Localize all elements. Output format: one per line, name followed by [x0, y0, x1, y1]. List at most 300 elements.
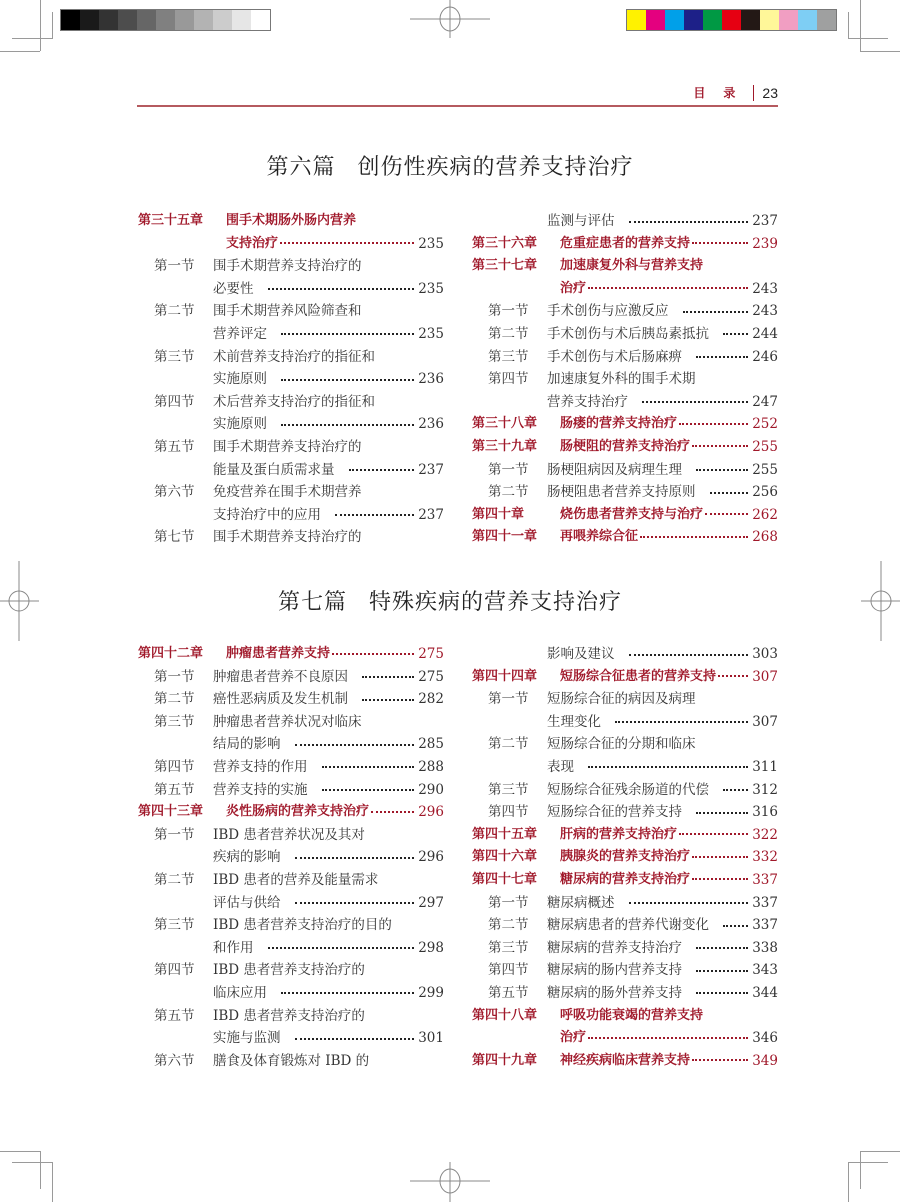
dot-leader [692, 869, 748, 892]
toc-section-entry[interactable] [472, 391, 778, 414]
part-number: 第七篇 [277, 590, 347, 615]
color-swatch [741, 10, 760, 30]
dot-leader [696, 801, 748, 824]
entry-title: 肠梗阻患者营养支持原则 [547, 484, 696, 501]
toc-section-entry[interactable] [138, 459, 444, 482]
entry-label: 第三十七章 [472, 258, 538, 274]
entry-page-number: 312 [752, 781, 778, 798]
entry-title: 能量及蛋白质需求量 [213, 461, 335, 478]
crop-mark [860, 0, 861, 51]
entry-title: 治疗 [560, 1030, 587, 1046]
dot-leader [679, 413, 748, 436]
entry-label: 第四十八章 [472, 1007, 538, 1023]
toc-chapter-entry[interactable] [472, 436, 778, 459]
toc-section-entry[interactable] [138, 413, 444, 436]
dot-leader [281, 323, 414, 346]
entry-title: 术后营养支持治疗的指征和 [213, 393, 375, 410]
entry-title: 糖尿病的肠内营养支持 [547, 962, 682, 979]
entry-label: 第二节 [488, 484, 529, 501]
color-swatch [213, 10, 232, 30]
page-number: 23 [762, 84, 778, 101]
entry-page-number: 235 [418, 280, 444, 297]
entry-label: 第七节 [154, 529, 195, 546]
entry-label: 第四节 [154, 393, 195, 410]
entry-title: 围手术期营养支持治疗的 [213, 258, 362, 275]
entry-title: 支持治疗中的应用 [213, 506, 321, 523]
entry-title: 营养支持的作用 [213, 758, 308, 775]
color-swatch [232, 10, 251, 30]
entry-title: 加速康复外科与营养支持 [560, 258, 704, 274]
dot-leader [295, 733, 414, 756]
color-swatch [760, 10, 779, 30]
entry-title: IBD 患者的营养及能量需求 [213, 871, 379, 888]
entry-page-number: 255 [752, 438, 778, 455]
entry-label: 第五节 [154, 781, 195, 798]
entry-label: 第四节 [488, 962, 529, 979]
toc-chapter-entry[interactable] [472, 869, 778, 892]
entry-title: 神经疾病临床营养支持 [560, 1052, 691, 1068]
entry-page-number: 346 [752, 1030, 778, 1047]
entry-title: 营养支持治疗 [547, 393, 628, 410]
entry-title: 手术创伤与术后胰岛素抵抗 [547, 325, 709, 342]
registration-mark-bottom [410, 1162, 490, 1202]
entry-page-number: 307 [752, 713, 778, 730]
entry-label: 第三十五章 [138, 213, 204, 228]
color-swatch [156, 10, 175, 30]
entry-title: 炎性肠病的营养支持治疗 [226, 804, 370, 820]
toc-section-entry[interactable] [138, 1027, 444, 1050]
toc-section-entry [138, 300, 444, 323]
entry-title: 糖尿病患者的营养代谢变化 [547, 917, 709, 934]
dot-leader [588, 1027, 748, 1050]
toc-section-entry [472, 368, 778, 391]
toc-section-entry[interactable] [472, 323, 778, 346]
part-title [0, 585, 900, 616]
toc-section-entry[interactable] [138, 368, 444, 391]
dot-leader [629, 643, 748, 666]
toc-section-entry[interactable] [138, 756, 444, 779]
part-name: 创伤性疾病的营养支持治疗 [357, 155, 634, 180]
toc-section-entry[interactable] [472, 210, 778, 233]
entry-page-number: 301 [418, 1030, 444, 1047]
entry-label: 第六节 [154, 484, 195, 501]
dot-leader [629, 210, 748, 233]
entry-title: 结局的影响 [213, 736, 281, 753]
dot-leader [696, 982, 748, 1005]
entry-page-number: 299 [418, 984, 444, 1001]
toc-section-entry[interactable] [138, 937, 444, 960]
dot-leader [696, 459, 748, 482]
entry-title: 癌性恶病质及发生机制 [213, 691, 348, 708]
crop-mark [0, 51, 40, 52]
entry-label: 第四十三章 [138, 804, 204, 820]
dot-leader [723, 323, 748, 346]
toc-section-entry[interactable] [138, 688, 444, 711]
entry-label: 第一节 [488, 691, 529, 708]
dot-leader [362, 688, 414, 711]
crop-mark [40, 0, 41, 51]
toc-section-entry[interactable] [472, 459, 778, 482]
entry-title: 危重症患者的营养支持 [560, 235, 691, 251]
entry-page-number: 235 [418, 235, 444, 252]
entry-title: 短肠综合征残余肠道的代偿 [547, 781, 709, 798]
entry-title: 糖尿病的营养支持治疗 [560, 871, 691, 887]
entry-title: IBD 患者营养支持治疗的 [213, 962, 365, 979]
entry-label: 第一节 [154, 258, 195, 275]
toc-chapter-entry[interactable] [472, 666, 778, 689]
entry-title: 实施原则 [213, 371, 267, 388]
entry-title: 营养支持的实施 [213, 781, 308, 798]
dot-leader [362, 666, 414, 689]
color-swatch [817, 10, 836, 30]
entry-title: 再喂养综合征 [560, 529, 639, 545]
toc-section-entry[interactable] [138, 733, 444, 756]
color-swatch [175, 10, 194, 30]
entry-label: 第四节 [154, 962, 195, 979]
entry-label: 第五节 [488, 984, 529, 1001]
entry-page-number: 237 [418, 461, 444, 478]
toc-section-entry[interactable] [472, 937, 778, 960]
entry-title: 围手术期营养支持治疗的 [213, 438, 362, 455]
entry-label: 第三节 [488, 781, 529, 798]
entry-page-number: 275 [418, 646, 444, 662]
color-swatch [118, 10, 137, 30]
entry-label: 第三节 [154, 348, 195, 365]
toc-column-left [138, 643, 444, 1072]
entry-label: 第三节 [154, 917, 195, 934]
dot-leader [268, 278, 414, 301]
entry-page-number: 236 [418, 416, 444, 433]
entry-page-number: 243 [752, 303, 778, 320]
dot-leader [705, 504, 748, 527]
toc-section-entry[interactable] [472, 779, 778, 802]
entry-label: 第一节 [154, 668, 195, 685]
dot-leader [349, 459, 414, 482]
entry-label: 第五节 [154, 438, 195, 455]
dot-leader [322, 779, 414, 802]
entry-label: 第六节 [154, 1052, 195, 1069]
entry-label: 第三节 [154, 713, 195, 730]
toc-chapter-entry[interactable] [472, 526, 778, 549]
entry-page-number: 298 [418, 939, 444, 956]
entry-label: 第二节 [488, 736, 529, 753]
dot-leader [679, 824, 748, 847]
entry-title: 手术创伤与应激反应 [547, 303, 669, 320]
toc-section-entry[interactable] [472, 711, 778, 734]
dot-leader [335, 504, 414, 527]
entry-label: 第四节 [488, 804, 529, 821]
color-swatch [665, 10, 684, 30]
toc-section-entry [138, 914, 444, 937]
entry-title: 短肠综合征的分期和临床 [547, 736, 696, 753]
entry-title: 手术创伤与术后肠麻痹 [547, 348, 682, 365]
dot-leader [371, 801, 414, 824]
entry-page-number: 343 [752, 962, 778, 979]
toc-chapter-entry[interactable] [472, 824, 778, 847]
part-name: 特殊疾病的营养支持治疗 [369, 590, 623, 615]
toc-chapter-entry[interactable] [138, 801, 444, 824]
dot-leader [683, 300, 748, 323]
toc-column-right [472, 643, 778, 1072]
running-header [693, 84, 778, 101]
color-swatch [251, 10, 270, 30]
entry-title: 围手术期营养风险筛查和 [213, 303, 362, 320]
dot-leader [281, 413, 414, 436]
color-swatch [627, 10, 646, 30]
toc-section-entry[interactable] [472, 914, 778, 937]
entry-title: 膳食及体育锻炼对 IBD 的 [213, 1052, 370, 1069]
entry-title: 肿瘤患者营养支持 [226, 646, 331, 661]
entry-title: 胰腺炎的营养支持治疗 [560, 849, 691, 865]
toc-chapter-entry [138, 210, 444, 233]
entry-title: 营养评定 [213, 325, 267, 342]
entry-title: 加速康复外科的围手术期 [547, 371, 696, 388]
entry-page-number: 237 [418, 506, 444, 523]
dot-leader [629, 892, 748, 915]
toc-chapter-entry[interactable] [138, 643, 444, 666]
entry-label: 第三十六章 [472, 235, 538, 251]
toc-section-entry [472, 733, 778, 756]
entry-page-number: 255 [752, 461, 778, 478]
dot-leader [268, 937, 414, 960]
entry-title: 术前营养支持治疗的指征和 [213, 348, 375, 365]
toc-section-entry [138, 1050, 444, 1073]
entry-title: IBD 患者营养支持治疗的 [213, 1007, 365, 1024]
toc-section-entry[interactable] [138, 892, 444, 915]
header-separator [753, 85, 754, 101]
entry-page-number: 296 [418, 849, 444, 866]
crop-mark [40, 1151, 41, 1189]
entry-page-number: 338 [752, 939, 778, 956]
entry-label: 第三十八章 [472, 416, 538, 432]
entry-title: 支持治疗 [226, 235, 279, 251]
crop-mark [848, 1162, 849, 1202]
entry-label: 第三十九章 [472, 438, 538, 454]
entry-title: 肠梗阻的营养支持治疗 [560, 438, 691, 454]
toc-chapter-entry[interactable] [138, 233, 444, 256]
toc-column-left [138, 210, 444, 549]
dot-leader [295, 892, 414, 915]
crop-mark [860, 51, 900, 52]
toc-section-entry[interactable] [472, 481, 778, 504]
color-swatch [722, 10, 741, 30]
toc-chapter-entry[interactable] [472, 1050, 778, 1073]
entry-title: 和作用 [213, 939, 254, 956]
color-swatch [779, 10, 798, 30]
dot-leader [692, 233, 748, 256]
entry-title: 短肠综合征的营养支持 [547, 804, 682, 821]
color-swatch [684, 10, 703, 30]
entry-page-number: 262 [752, 506, 778, 523]
toc-chapter-entry[interactable] [472, 233, 778, 256]
toc-section-entry[interactable] [138, 504, 444, 527]
entry-page-number: 311 [752, 758, 778, 775]
dot-leader [281, 982, 414, 1005]
entry-title: 免疫营养在围手术期营养 [213, 484, 362, 501]
entry-label: 第四十章 [472, 506, 525, 522]
toc-chapter-entry [472, 255, 778, 278]
toc-section-entry [138, 255, 444, 278]
color-swatch [646, 10, 665, 30]
entry-title: 影响及建议 [547, 646, 615, 662]
entry-label: 第二节 [154, 303, 195, 320]
dot-leader [588, 756, 748, 779]
toc-section-entry[interactable] [472, 756, 778, 779]
entry-page-number: 344 [752, 984, 778, 1001]
toc-section-entry[interactable] [138, 846, 444, 869]
dot-leader [642, 391, 748, 414]
entry-title: 肠梗阻病因及病理生理 [547, 461, 682, 478]
entry-page-number: 285 [418, 736, 444, 753]
entry-title: 肿瘤患者营养状况对临床 [213, 713, 362, 730]
color-swatch [99, 10, 118, 30]
entry-title: 实施与监测 [213, 1030, 281, 1047]
crop-mark [52, 12, 53, 39]
dot-leader [692, 436, 748, 459]
entry-page-number: 288 [418, 758, 444, 775]
part-title [0, 150, 900, 181]
entry-title: 呼吸功能衰竭的营养支持 [560, 1007, 704, 1023]
entry-page-number: 252 [752, 416, 778, 433]
toc-section-entry[interactable] [472, 982, 778, 1005]
entry-title: 生理变化 [547, 713, 601, 730]
entry-title: 糖尿病的营养支持治疗 [547, 939, 682, 956]
dot-leader [692, 846, 748, 869]
toc-section-entry [138, 391, 444, 414]
toc-section-entry[interactable] [138, 666, 444, 689]
entry-title: 治疗 [560, 280, 587, 296]
entry-title: 烧伤患者营养支持与治疗 [560, 506, 704, 522]
dot-leader [723, 779, 748, 802]
entry-title: 肿瘤患者营养不良原因 [213, 668, 348, 685]
toc-chapter-entry[interactable] [472, 846, 778, 869]
color-swatch [703, 10, 722, 30]
dot-leader [332, 643, 414, 666]
toc-section-entry[interactable] [138, 278, 444, 301]
dot-leader [280, 233, 414, 256]
toc-section-entry[interactable] [472, 346, 778, 369]
entry-page-number: 243 [752, 280, 778, 297]
entry-label: 第四十七章 [472, 871, 538, 887]
entry-label: 第四十四章 [472, 668, 538, 684]
entry-title: 糖尿病概述 [547, 894, 615, 911]
entry-title: 实施原则 [213, 416, 267, 433]
entry-page-number: 337 [752, 917, 778, 934]
entry-title: 必要性 [213, 280, 254, 297]
entry-label: 第四节 [154, 758, 195, 775]
entry-page-number: 307 [752, 668, 778, 685]
toc-section-entry[interactable] [138, 982, 444, 1005]
dot-leader [718, 666, 748, 689]
crop-mark [12, 1162, 52, 1163]
dot-leader [710, 481, 748, 504]
entry-label: 第四十六章 [472, 849, 538, 865]
toc-section-entry [138, 1005, 444, 1028]
dot-leader [696, 346, 748, 369]
dot-leader [696, 937, 748, 960]
toc-section-entry[interactable] [138, 779, 444, 802]
color-swatch [798, 10, 817, 30]
dot-leader [588, 278, 748, 301]
entry-page-number: 337 [752, 871, 778, 888]
entry-label: 第四十二章 [138, 646, 204, 661]
dot-leader [640, 526, 748, 549]
entry-page-number: 316 [752, 804, 778, 821]
toc-column-right [472, 210, 778, 549]
toc-chapter-entry[interactable] [472, 504, 778, 527]
entry-label: 第一节 [154, 826, 195, 843]
crop-mark [0, 1151, 40, 1152]
entry-title: 临床应用 [213, 984, 267, 1001]
entry-title: IBD 患者营养状况及其对 [213, 826, 365, 843]
entry-title: 评估与供给 [213, 894, 281, 911]
entry-label: 第四十一章 [472, 529, 538, 545]
toc-chapter-entry[interactable] [472, 278, 778, 301]
dot-leader [281, 368, 414, 391]
dot-leader [295, 1027, 414, 1050]
entry-page-number: 247 [752, 393, 778, 410]
crop-mark [52, 1162, 53, 1202]
entry-label: 第一节 [488, 461, 529, 478]
entry-page-number: 296 [418, 804, 444, 821]
toc-section-entry[interactable] [138, 323, 444, 346]
crop-mark [860, 1151, 861, 1189]
entry-label: 第四节 [488, 371, 529, 388]
entry-page-number: 303 [752, 646, 778, 662]
entry-page-number: 290 [418, 781, 444, 798]
toc-chapter-entry[interactable] [472, 413, 778, 436]
entry-label: 第二节 [154, 691, 195, 708]
part-number: 第六篇 [266, 155, 336, 180]
toc-section-entry [138, 526, 444, 549]
crop-mark [12, 38, 52, 39]
toc-chapter-entry[interactable] [472, 1027, 778, 1050]
toc-section-entry[interactable] [472, 959, 778, 982]
crop-mark [860, 1151, 900, 1152]
entry-title: 围手术期营养支持治疗的 [213, 529, 362, 546]
entry-title: 短肠综合征的病因及病理 [547, 691, 696, 708]
entry-title: 监测与评估 [547, 213, 615, 229]
toc-section-entry[interactable] [472, 300, 778, 323]
entry-title: IBD 患者营养支持治疗的目的 [213, 917, 392, 934]
toc-chapter-entry [472, 1005, 778, 1028]
toc-section-entry[interactable] [472, 643, 778, 666]
entry-label: 第四十九章 [472, 1052, 538, 1068]
entry-title: 肝病的营养支持治疗 [560, 826, 678, 842]
entry-label: 第一节 [488, 894, 529, 911]
toc-section-entry [472, 688, 778, 711]
toc-section-entry [138, 711, 444, 734]
toc-section-entry[interactable] [472, 801, 778, 824]
toc-section-entry [138, 959, 444, 982]
color-swatch [61, 10, 80, 30]
entry-title: 糖尿病的肠外营养支持 [547, 984, 682, 1001]
dot-leader [295, 846, 414, 869]
dot-leader [322, 756, 414, 779]
grayscale-swatch-bar [60, 9, 271, 31]
registration-mark-top [410, 0, 490, 40]
entry-title: 肠瘘的营养支持治疗 [560, 416, 678, 432]
toc-section-entry [138, 346, 444, 369]
entry-label: 第五节 [154, 1007, 195, 1024]
color-swatch-bar [626, 9, 837, 31]
color-swatch [194, 10, 213, 30]
toc-section-entry [138, 436, 444, 459]
crop-mark [848, 38, 888, 39]
entry-label: 第二节 [488, 325, 529, 342]
entry-page-number: 256 [752, 484, 778, 501]
toc-section-entry[interactable] [472, 892, 778, 915]
